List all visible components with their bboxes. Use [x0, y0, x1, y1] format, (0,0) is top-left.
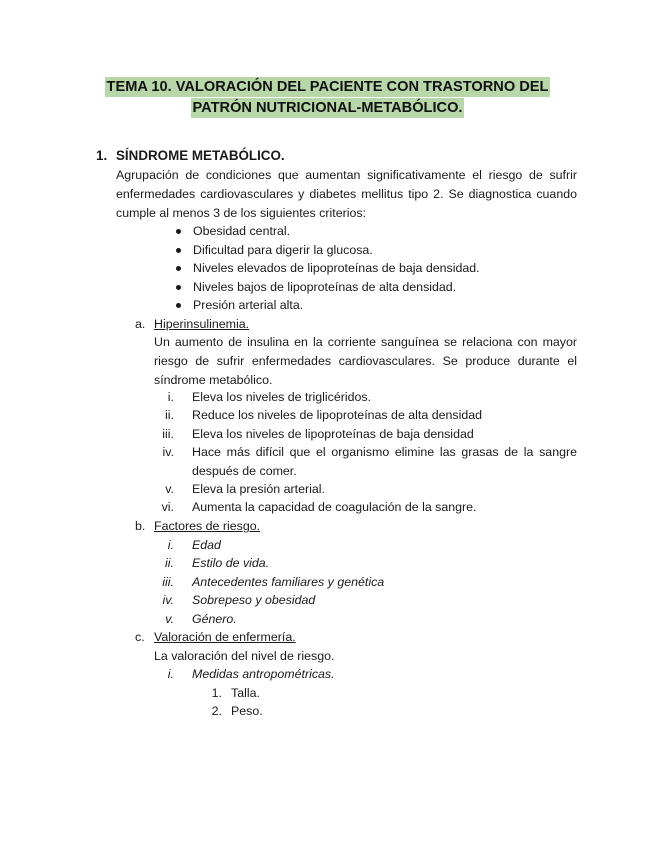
- list-item: Niveles bajos de lipoproteínas de alta densidad.: [176, 278, 456, 297]
- intro-paragraph: Agrupación de condiciones que aumentan significativamente el riesgo de sufrir enfermedades cardiovasculares y diabetes mellitus tipo 2. Se diagnostica cuando cumple al menos 3 de los siguientes criterios:: [116, 168, 577, 220]
- subsection-c-marker: c.: [135, 630, 145, 644]
- subsection-a-heading: Hiperinsulinemia.: [154, 317, 250, 331]
- bullet-icon: [176, 303, 181, 308]
- list-item: Niveles elevados de lipoproteínas de baja densidad.: [176, 259, 480, 278]
- subsection-a-text: Un aumento de insulina en la corriente sanguínea se relaciona con mayor riesgo de sufrir enfermedades cardiovasculares. Se produce durante el síndrome metabólico.: [154, 335, 577, 387]
- subsection-c-heading: Valoración de enfermería.: [154, 630, 296, 644]
- bullet-icon: [176, 285, 181, 290]
- document-title: [0, 77, 655, 118]
- subsection-b-heading: Factores de riesgo.: [154, 519, 261, 533]
- bullet-icon: [176, 266, 181, 271]
- section-number: 1.: [96, 148, 108, 163]
- bullet-icon: [176, 248, 181, 253]
- list-item: Obesidad central.: [176, 222, 290, 241]
- title-line-2: PATRÓN NUTRICIONAL-METABÓLICO.: [192, 100, 463, 116]
- list-item: Presión arterial alta.: [176, 296, 303, 315]
- subsection-c-text: La valoración del nivel de riesgo.: [154, 649, 335, 663]
- section-title: SÍNDROME METABÓLICO.: [116, 148, 285, 163]
- section-heading: [96, 148, 285, 163]
- subsection-b-marker: b.: [135, 519, 146, 533]
- list-item: Dificultad para digerir la glucosa.: [176, 241, 373, 260]
- bullet-icon: [176, 229, 181, 234]
- title-line-1: TEMA 10. VALORACIÓN DEL PACIENTE CON TRASTORNO DEL: [106, 79, 549, 95]
- subsection-a-marker: a.: [135, 317, 146, 331]
